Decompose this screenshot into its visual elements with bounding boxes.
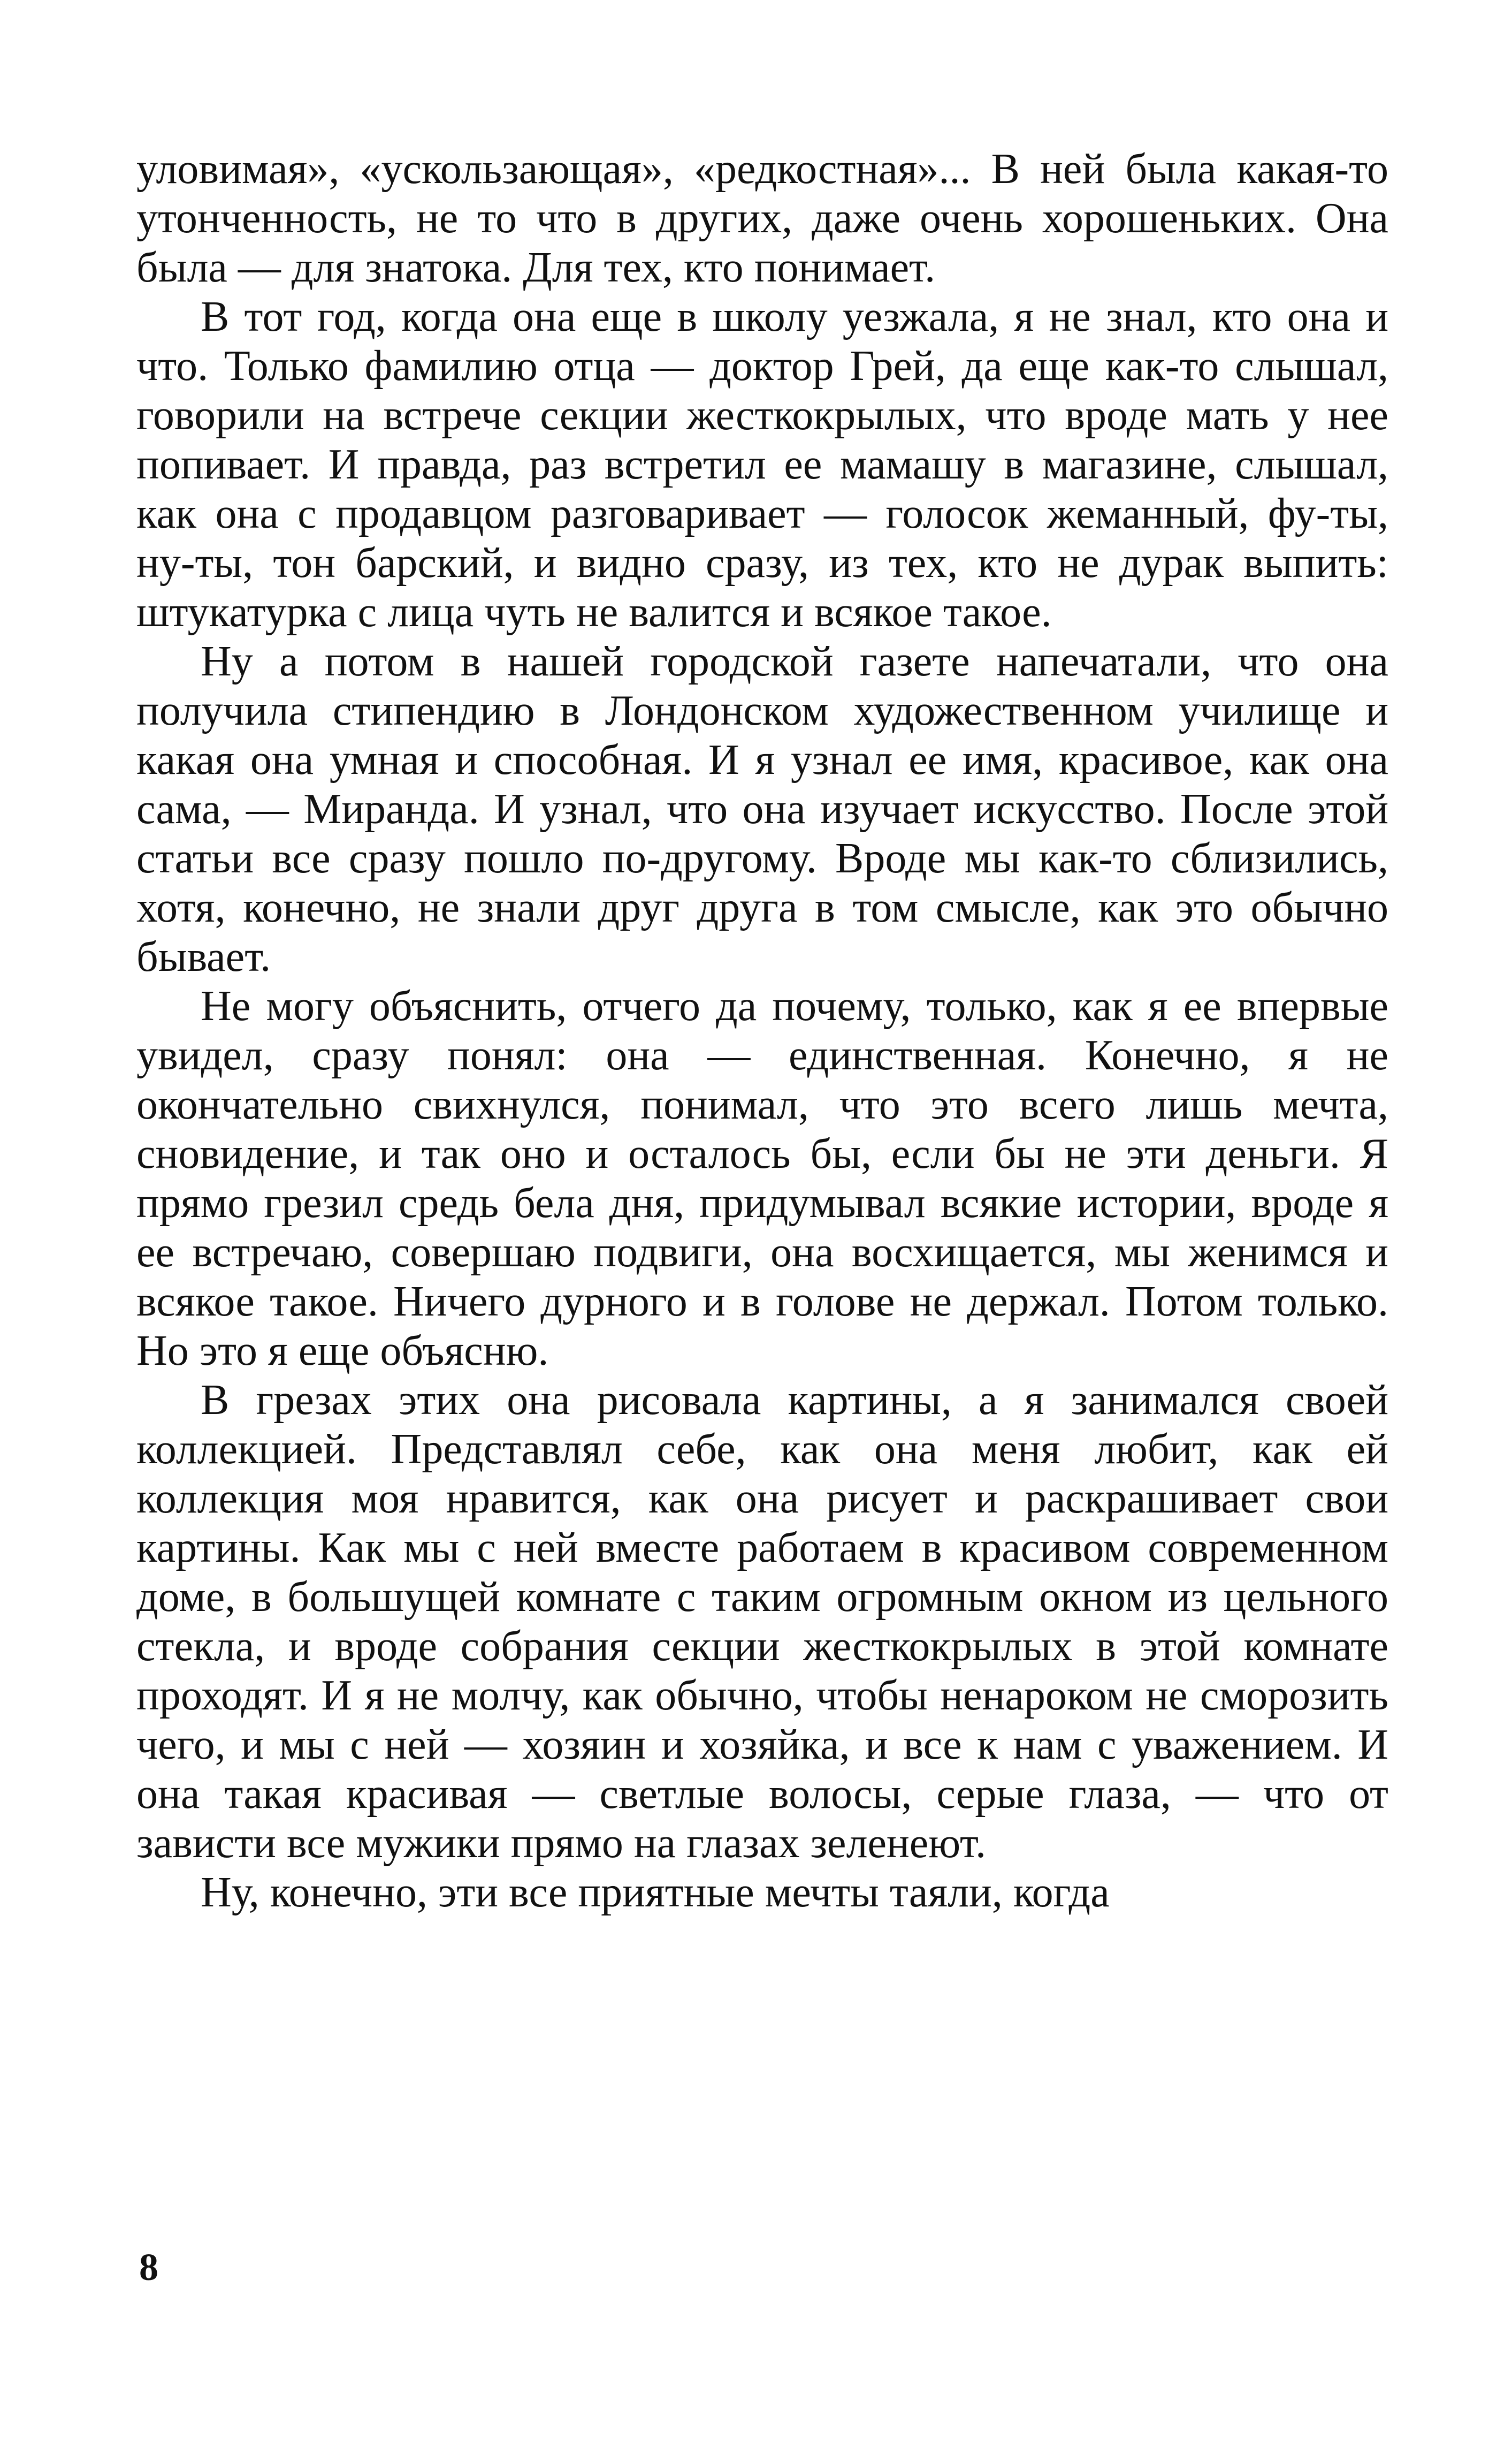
paragraph: уловимая», «ускользающая», «редкостная»... В ней была какая-то утонченность, не то что в других, даже очень хорошеньких. Она была — для знатока. Для тех, кто понимает. — [136, 146, 1388, 291]
body-text — [136, 145, 1388, 1917]
paragraph: Ну а потом в нашей городской газете напечатали, что она получила стипендию в Лондонском художественном училище и какая она умная и способная. И я узнал ее имя, красивое, как она сама, — Миранда. И узнал, что она изучает искусство. После этой статьи все сразу пошло по-другому. Вроде мы как-то сблизились, хотя, конечно, не знали друг друга в том смысле, как это обычно бывает. — [136, 638, 1388, 980]
page-number: 8 — [139, 2246, 158, 2289]
paragraph: Ну, конечно, эти все приятные мечты таяли, когда — [201, 1869, 1110, 1916]
paragraph: В тот год, когда она еще в школу уезжала, я не знал, кто она и что. Только фамилию отца — доктор Грей, да еще как-то слышал, говорили на встрече секции жесткокрылых, что вроде мать у нее попивает. И правда, раз встретил ее мамашу в магазине, слышал, как она с продавцом разговаривает — голосок жеманный, фу-ты, ну-ты, тон барский, и видно сразу, из тех, кто не дурак выпить: штукатурка с лица чуть не валится и всякое такое. — [136, 293, 1388, 636]
paragraph: В грезах этих она рисовала картины, а я занимался своей коллекцией. Представлял себе, как она меня любит, как ей коллекция моя нравится, как она рисует и раскрашивает свои картины. Как мы с ней вместе работаем в красивом современном доме, в большущей комнате с таким огромным окном из цельного стекла, и вроде собрания секции жесткокрылых в этой комнате проходят. И я не молчу, как обычно, чтобы ненароком не сморозить чего, и мы с ней — хозяин и хозяйка, и все к нам с уважением. И она такая красивая — светлые волосы, серые глаза, — что от зависти все мужики прямо на глазах зеленеют. — [136, 1377, 1388, 1867]
paragraph: Не могу объяснить, отчего да почему, только, как я ее впервые увидел, сразу понял: она — единственная. Конечно, я не окончательно свихнулся, понимал, что это всего лишь мечта, сновидение, и так оно и осталось бы, если бы не эти деньги. Я прямо грезил средь бела дня, придумывал всякие истории, вроде я ее встречаю, совершаю подвиги, она восхищается, мы женимся и всякое такое. Ничего дурного и в голове не держал. Потом только. Но это я еще объясню. — [136, 983, 1388, 1374]
